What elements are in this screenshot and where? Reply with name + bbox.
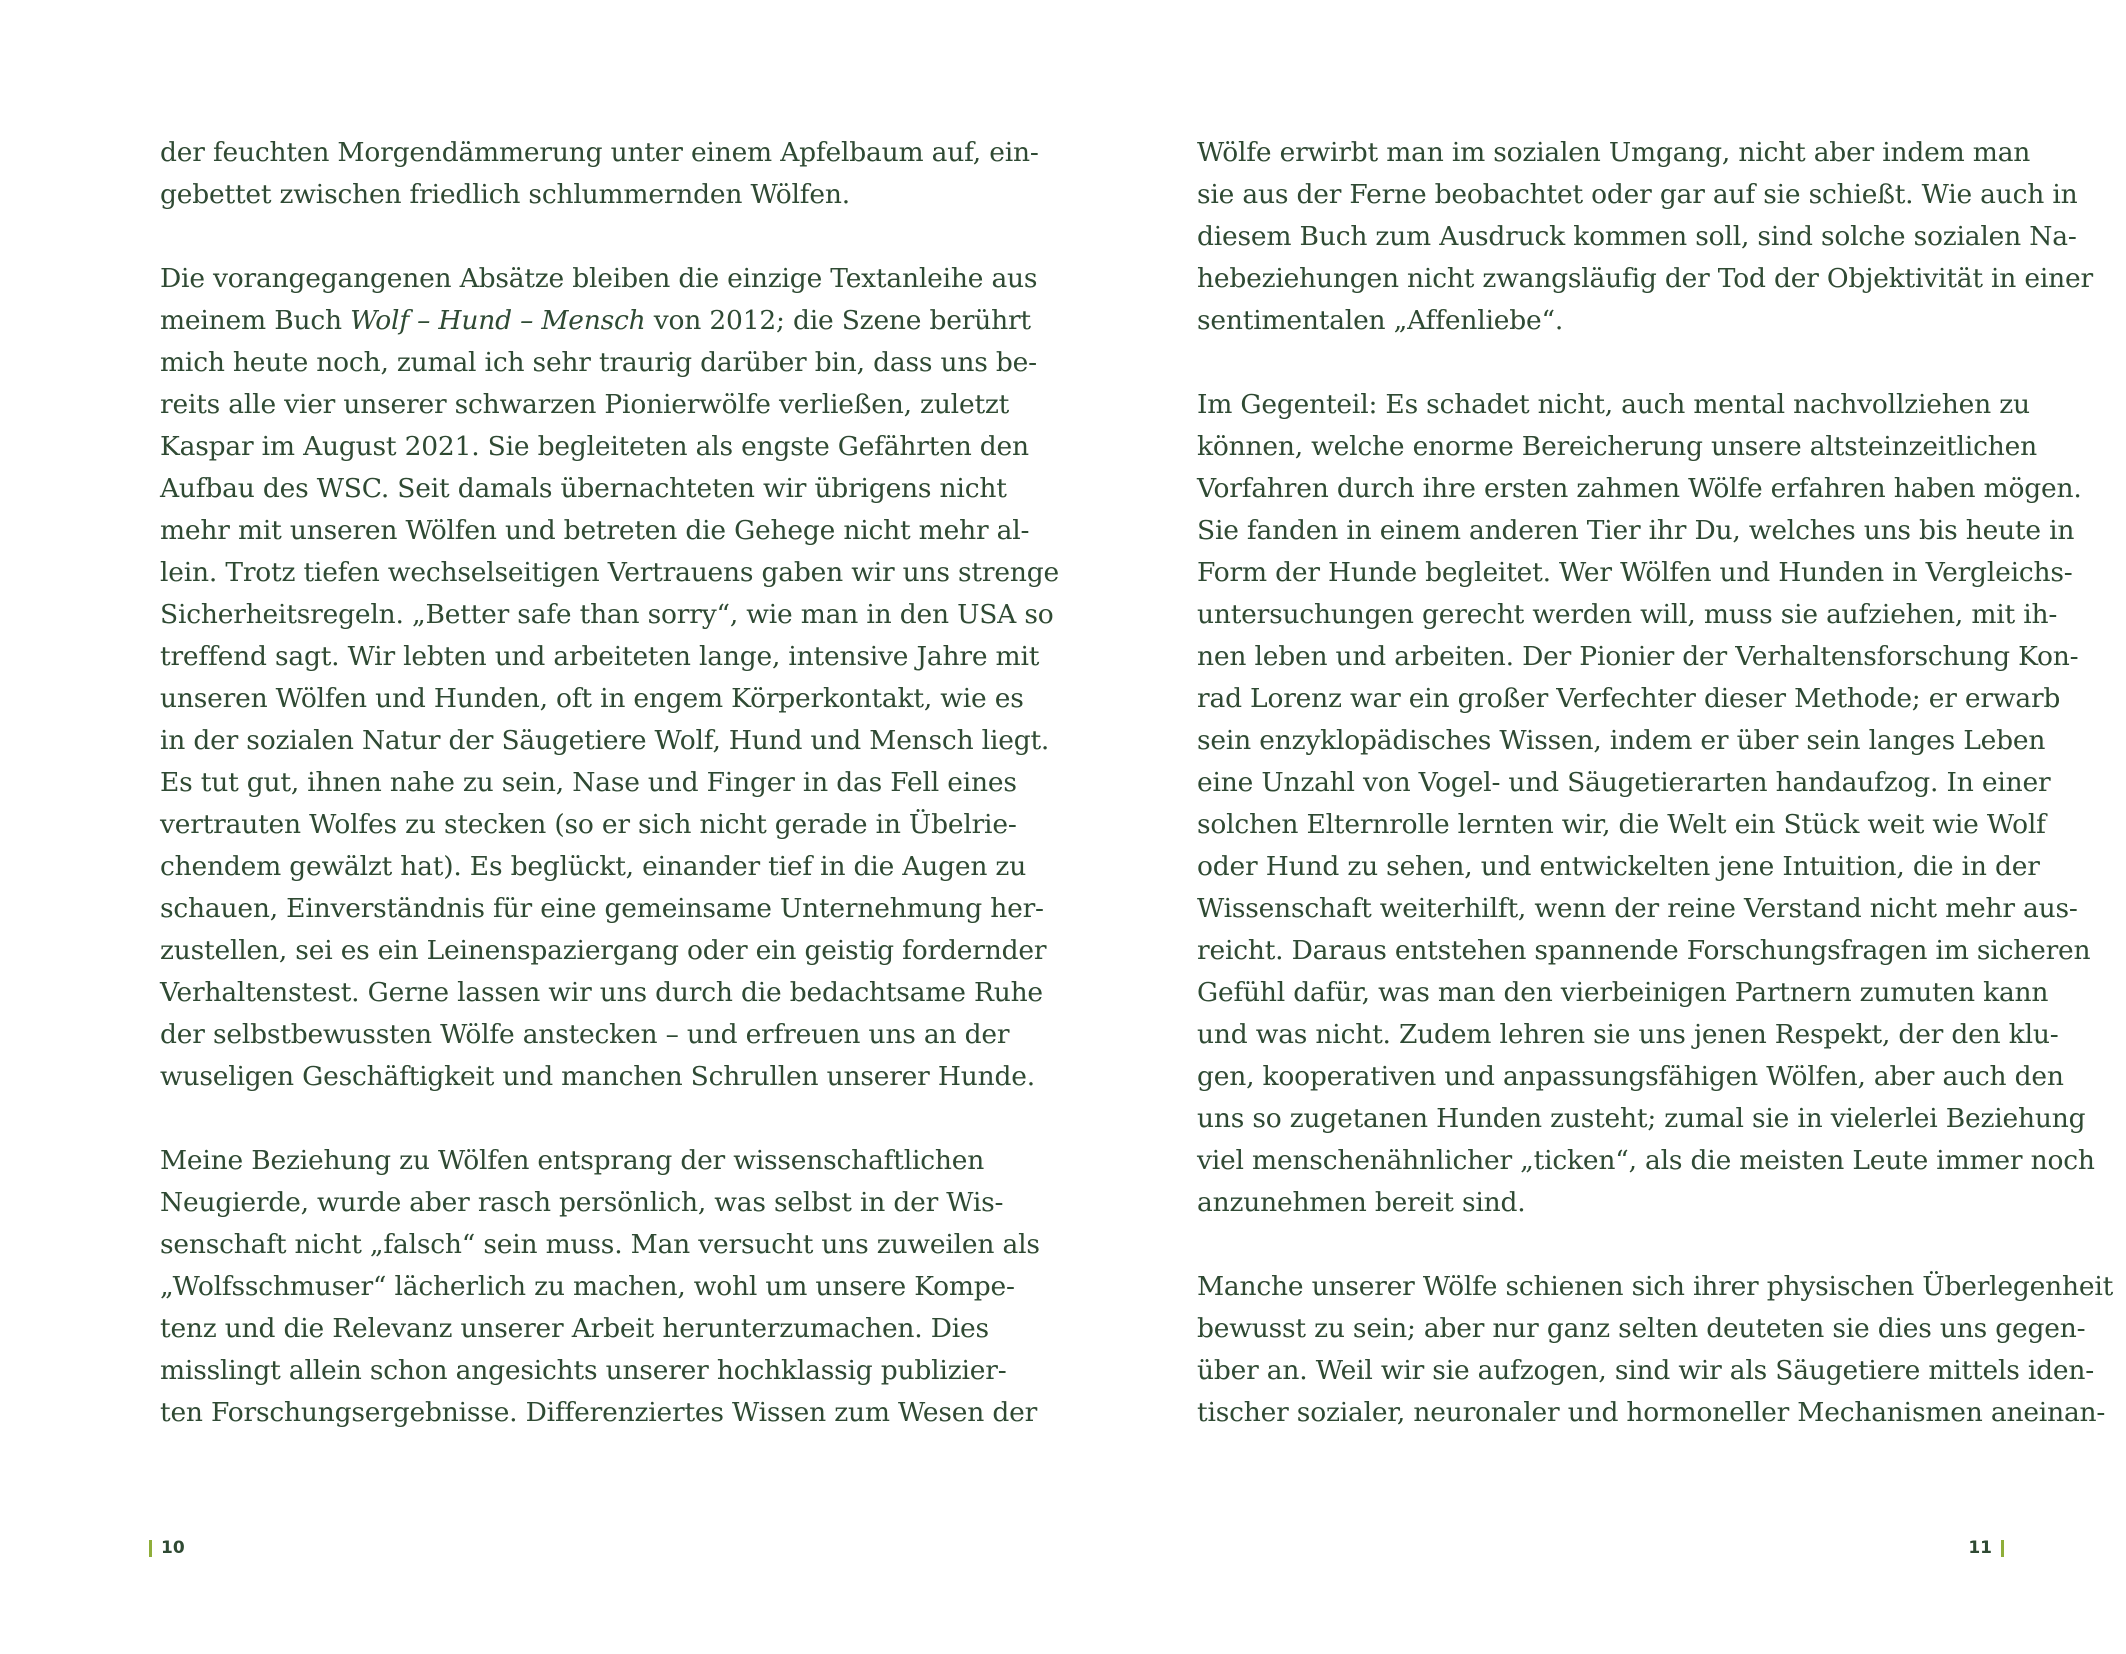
- text-line: tischer sozialer, neuronaler und hormoneller Mechanismen aneinan-: [1197, 1397, 2106, 1428]
- text-line: Meine Beziehung zu Wölfen entsprang der wissenschaftlichen: [160, 1145, 985, 1176]
- text-line: Wölfe erwirbt man im sozialen Umgang, nicht aber indem man: [1197, 137, 2031, 168]
- paragraph: [160, 258, 1059, 1098]
- text-line: solchen Elternrolle lernten wir, die Welt ein Stück weit wie Wolf: [1197, 809, 2046, 840]
- text-line: untersuchungen gerecht werden will, muss sie aufziehen, mit ih-: [1197, 599, 2058, 630]
- text-line: sein enzyklopädisches Wissen, indem er über sein langes Leben: [1197, 725, 2046, 756]
- book-title-italic: Wolf – Hund – Mensch: [350, 305, 646, 336]
- text-line: Die vorangegangenen Absätze bleiben die einzige Textanleihe aus: [160, 263, 1038, 294]
- text-line: lein. Trotz tiefen wechselseitigen Vertrauens gaben wir uns strenge: [160, 557, 1059, 588]
- text-line: chendem gewälzt hat). Es beglückt, einander tief in die Augen zu: [160, 851, 1027, 882]
- text-line: Wissenschaft weiterhilft, wenn der reine Verstand nicht mehr aus-: [1197, 893, 2078, 924]
- text-line: Manche unserer Wölfe schienen sich ihrer physischen Überlegenheit: [1197, 1271, 2114, 1302]
- paragraph: [1197, 1266, 2114, 1434]
- text-line: in der sozialen Natur der Säugetiere Wolf, Hund und Mensch liegt.: [160, 725, 1050, 756]
- text-line: gebettet zwischen friedlich schlummernden Wölfen.: [160, 179, 850, 210]
- text-line: hebeziehungen nicht zwangsläufig der Tod der Objektivität in einer: [1197, 263, 2093, 294]
- text-line: reits alle vier unserer schwarzen Pionierwölfe verließen, zuletzt: [160, 389, 1010, 420]
- paragraph: [1197, 384, 2095, 1224]
- text-line: können, welche enorme Bereicherung unsere altsteinzeitlichen: [1197, 431, 2037, 462]
- text-line: mehr mit unseren Wölfen und betreten die Gehege nicht mehr al-: [160, 515, 1030, 546]
- paragraph: [160, 1140, 1040, 1434]
- text-line: tenz und die Relevanz unserer Arbeit herunterzumachen. Dies: [160, 1313, 989, 1344]
- page-number-10: 10: [161, 1538, 185, 1558]
- right-page-body: [1197, 132, 2114, 1476]
- text-line: vertrauten Wolfes zu stecken (so er sich nicht gerade in Übelrie-: [160, 809, 1017, 840]
- text-line: diesem Buch zum Ausdruck kommen soll, sind solche sozialen Na-: [1197, 221, 2077, 252]
- text-line: uns so zugetanen Hunden zusteht; zumal sie in vielerlei Beziehung: [1197, 1103, 2086, 1134]
- text-line: eine Unzahl von Vogel- und Säugetierarten handaufzog. In einer: [1197, 767, 2051, 798]
- text-line: „Wolfsschmuser“ lächerlich zu machen, wohl um unsere Kompe-: [160, 1271, 1015, 1302]
- text-line: Neugierde, wurde aber rasch persönlich, was selbst in der Wis-: [160, 1187, 1004, 1218]
- text-line: Es tut gut, ihnen nahe zu sein, Nase und Finger in das Fell eines: [160, 767, 1017, 798]
- right-page-number: [1968, 1536, 2004, 1560]
- text-line: reicht. Daraus entstehen spannende Forschungsfragen im sicheren: [1197, 935, 2091, 966]
- text-line: rad Lorenz war ein großer Verfechter dieser Methode; er erwarb: [1197, 683, 2061, 714]
- text-segment: von 2012; die Szene berührt: [645, 305, 1031, 336]
- folio-bar-right: [2001, 1540, 2004, 1557]
- text-line: Form der Hunde begleitet. Wer Wölfen und Hunden in Vergleichs-: [1197, 557, 2073, 588]
- paragraph: [160, 132, 1039, 216]
- text-line: sie aus der Ferne beobachtet oder gar auf sie schießt. Wie auch in: [1197, 179, 2078, 210]
- paragraph: [1197, 132, 2093, 342]
- text-line: wuseligen Geschäftigkeit und manchen Schrullen unserer Hunde.: [160, 1061, 1035, 1092]
- text-line: oder Hund zu sehen, und entwickelten jene Intuition, die in der: [1197, 851, 2040, 882]
- text-line: Sicherheitsregeln. „Better safe than sorry“, wie man in den USA so: [160, 599, 1054, 630]
- text-line: schauen, Einverständnis für eine gemeinsame Unternehmung her-: [160, 893, 1044, 924]
- text-line: senschaft nicht „falsch“ sein muss. Man versucht uns zuweilen als: [160, 1229, 1040, 1260]
- text-line: Kaspar im August 2021. Sie begleiteten als engste Gefährten den: [160, 431, 1029, 462]
- text-line: unseren Wölfen und Hunden, oft in engem Körperkontakt, wie es: [160, 683, 1024, 714]
- text-line: gen, kooperativen und anpassungsfähigen Wölfen, aber auch den: [1197, 1061, 2064, 1092]
- text-line: Sie fanden in einem anderen Tier ihr Du, welches uns bis heute in: [1197, 515, 2075, 546]
- text-line: nen leben und arbeiten. Der Pionier der Verhaltensforschung Kon-: [1197, 641, 2079, 672]
- text-line: bewusst zu sein; aber nur ganz selten deuteten sie dies uns gegen-: [1197, 1313, 2086, 1344]
- text-line: Verhaltenstest. Gerne lassen wir uns durch die bedachtsame Ruhe: [160, 977, 1043, 1008]
- text-line: treffend sagt. Wir lebten und arbeiteten lange, intensive Jahre mit: [160, 641, 1040, 672]
- folio-bar-left: [149, 1540, 152, 1557]
- left-page-body: [160, 132, 1059, 1476]
- left-page-number: [149, 1536, 185, 1560]
- text-line: Vorfahren durch ihre ersten zahmen Wölfe erfahren haben mögen.: [1197, 473, 2082, 504]
- text-line: misslingt allein schon angesichts unserer hochklassig publizier-: [160, 1355, 1007, 1386]
- text-line: der selbstbewussten Wölfe anstecken – und erfreuen uns an der: [160, 1019, 1010, 1050]
- text-line: der feuchten Morgendämmerung unter einem Apfelbaum auf, ein-: [160, 137, 1039, 168]
- text-line: viel menschenähnlicher „ticken“, als die meisten Leute immer noch: [1197, 1145, 2095, 1176]
- text-line: anzunehmen bereit sind.: [1197, 1187, 1526, 1218]
- right-page: [1063, 0, 2126, 1654]
- text-segment: meinem Buch: [160, 305, 351, 336]
- page-number-11: 11: [1968, 1538, 1992, 1558]
- text-line: ten Forschungsergebnisse. Differenziertes Wissen zum Wesen der: [160, 1397, 1038, 1428]
- text-line: sentimentalen „Affenliebe“.: [1197, 305, 1564, 336]
- text-line: zustellen, sei es ein Leinenspaziergang oder ein geistig fordernder: [160, 935, 1047, 966]
- text-line: und was nicht. Zudem lehren sie uns jenen Respekt, der den klu-: [1197, 1019, 2059, 1050]
- text-line: [160, 300, 1031, 342]
- text-line: über an. Weil wir sie aufzogen, sind wir als Säugetiere mittels iden-: [1197, 1355, 2094, 1386]
- text-line: Im Gegenteil: Es schadet nicht, auch mental nachvollziehen zu: [1197, 389, 2030, 420]
- text-line: mich heute noch, zumal ich sehr traurig darüber bin, dass uns be-: [160, 347, 1037, 378]
- text-line: Aufbau des WSC. Seit damals übernachteten wir übrigens nicht: [160, 473, 1007, 504]
- text-line: Gefühl dafür, was man den vierbeinigen Partnern zumuten kann: [1197, 977, 2049, 1008]
